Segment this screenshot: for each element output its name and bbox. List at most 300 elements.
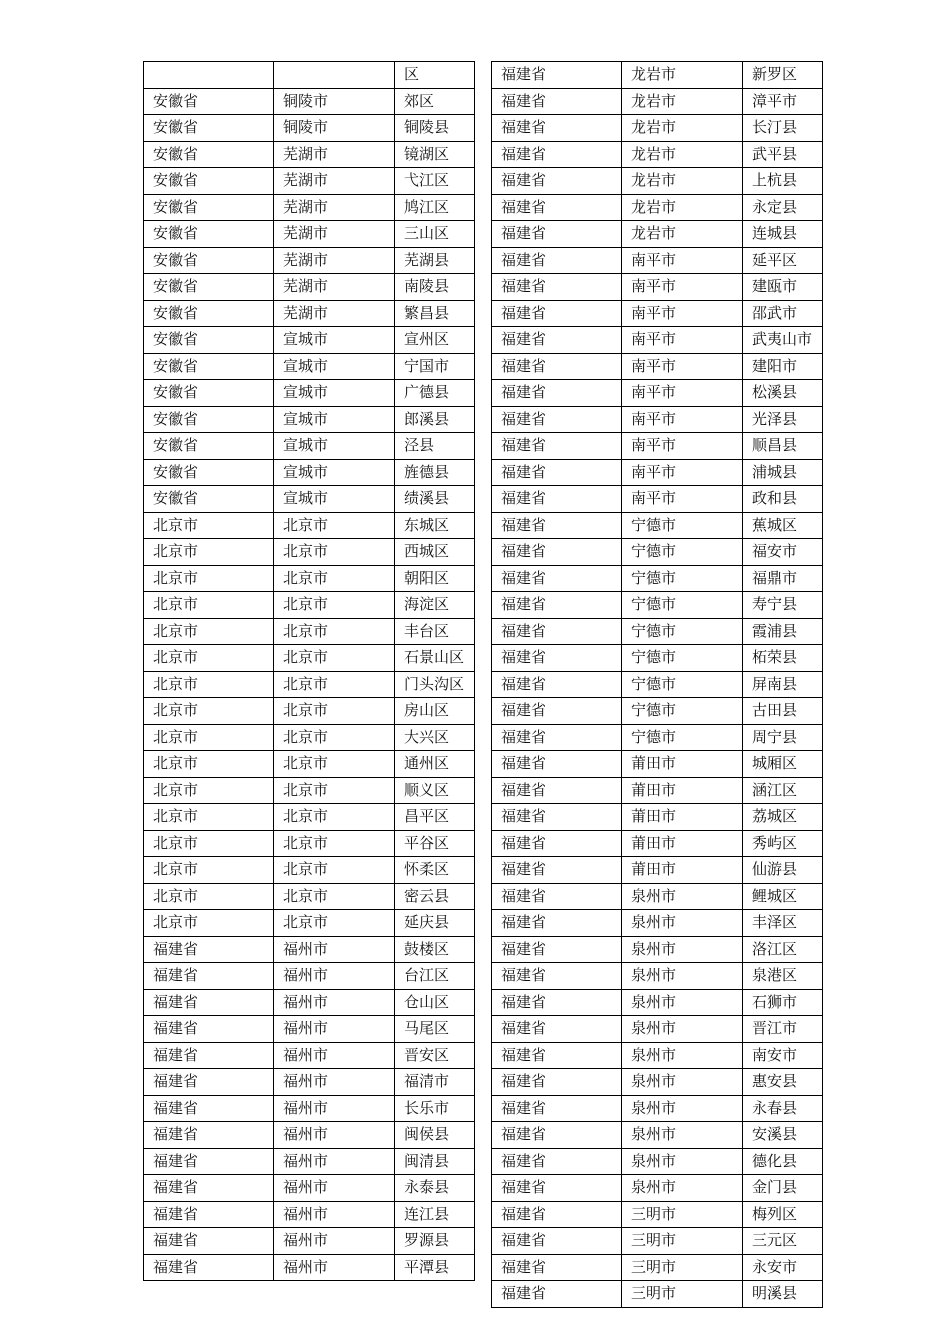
city-cell: 北京市	[274, 698, 395, 725]
city-cell: 福州市	[274, 936, 395, 963]
district-cell: 大兴区	[395, 724, 475, 751]
province-cell: 福建省	[144, 1201, 274, 1228]
city-cell: 北京市	[274, 724, 395, 751]
district-cell: 绩溪县	[395, 486, 475, 513]
province-cell: 福建省	[492, 830, 622, 857]
city-cell: 莆田市	[622, 857, 743, 884]
province-cell: 安徽省	[144, 486, 274, 513]
city-cell: 福州市	[274, 1201, 395, 1228]
province-cell: 福建省	[492, 698, 622, 725]
district-cell: 屏南县	[743, 671, 823, 698]
district-cell: 密云县	[395, 883, 475, 910]
district-cell: 延庆县	[395, 910, 475, 937]
province-cell: 福建省	[492, 724, 622, 751]
city-cell: 泉州市	[622, 1095, 743, 1122]
table-row	[492, 565, 823, 592]
table-row	[144, 406, 475, 433]
city-cell: 福州市	[274, 1095, 395, 1122]
province-cell: 福建省	[492, 910, 622, 937]
province-cell: 福建省	[492, 221, 622, 248]
table-row	[144, 857, 475, 884]
table-row	[144, 777, 475, 804]
table-row	[144, 141, 475, 168]
table-row	[492, 1281, 823, 1308]
city-cell: 北京市	[274, 777, 395, 804]
province-cell: 福建省	[492, 1095, 622, 1122]
city-cell: 北京市	[274, 883, 395, 910]
city-cell: 龙岩市	[622, 168, 743, 195]
city-cell: 福州市	[274, 1069, 395, 1096]
city-cell: 龙岩市	[622, 115, 743, 142]
table-row	[492, 751, 823, 778]
district-cell: 晋安区	[395, 1042, 475, 1069]
province-cell: 福建省	[144, 989, 274, 1016]
district-cell: 怀柔区	[395, 857, 475, 884]
province-cell: 福建省	[492, 777, 622, 804]
city-cell: 龙岩市	[622, 141, 743, 168]
district-cell: 福鼎市	[743, 565, 823, 592]
table-row	[144, 274, 475, 301]
district-cell: 顺昌县	[743, 433, 823, 460]
city-cell: 铜陵市	[274, 88, 395, 115]
province-cell: 安徽省	[144, 247, 274, 274]
table-row	[492, 804, 823, 831]
table-row	[144, 1016, 475, 1043]
province-cell: 安徽省	[144, 141, 274, 168]
district-cell: 洛江区	[743, 936, 823, 963]
table-row	[492, 592, 823, 619]
city-cell: 芜湖市	[274, 300, 395, 327]
city-cell: 芜湖市	[274, 274, 395, 301]
district-cell: 松溪县	[743, 380, 823, 407]
province-cell: 福建省	[492, 1228, 622, 1255]
district-cell: 鼓楼区	[395, 936, 475, 963]
province-cell: 福建省	[492, 883, 622, 910]
table-row	[492, 618, 823, 645]
table-row	[144, 1254, 475, 1281]
table-row	[144, 565, 475, 592]
province-cell: 福建省	[144, 963, 274, 990]
table-row	[144, 194, 475, 221]
table-row	[144, 115, 475, 142]
city-cell: 北京市	[274, 592, 395, 619]
district-cell: 邵武市	[743, 300, 823, 327]
table-row	[492, 830, 823, 857]
district-cell: 明溪县	[743, 1281, 823, 1308]
city-cell: 福州市	[274, 1122, 395, 1149]
table-row	[144, 910, 475, 937]
city-cell: 宁德市	[622, 565, 743, 592]
city-cell: 宣城市	[274, 406, 395, 433]
table-row	[492, 1201, 823, 1228]
district-cell: 漳平市	[743, 88, 823, 115]
province-cell: 福建省	[492, 618, 622, 645]
city-cell: 芜湖市	[274, 141, 395, 168]
district-cell: 安溪县	[743, 1122, 823, 1149]
province-cell: 福建省	[492, 194, 622, 221]
province-cell: 北京市	[144, 512, 274, 539]
district-cell: 东城区	[395, 512, 475, 539]
table-row	[144, 1148, 475, 1175]
table-row	[492, 327, 823, 354]
city-cell: 泉州市	[622, 1016, 743, 1043]
province-cell: 北京市	[144, 777, 274, 804]
city-cell: 宁德市	[622, 512, 743, 539]
table-row	[492, 433, 823, 460]
district-cell: 柘荣县	[743, 645, 823, 672]
table-row	[492, 645, 823, 672]
city-cell: 泉州市	[622, 1069, 743, 1096]
district-cell: 延平区	[743, 247, 823, 274]
city-cell: 宁德市	[622, 724, 743, 751]
district-cell: 城厢区	[743, 751, 823, 778]
city-cell: 宣城市	[274, 433, 395, 460]
city-cell: 北京市	[274, 539, 395, 566]
district-cell: 泉港区	[743, 963, 823, 990]
province-cell: 福建省	[492, 512, 622, 539]
province-cell: 北京市	[144, 592, 274, 619]
region-table-left-body	[144, 62, 475, 1281]
district-cell: 上杭县	[743, 168, 823, 195]
table-row	[144, 963, 475, 990]
district-cell: 鲤城区	[743, 883, 823, 910]
district-cell: 三山区	[395, 221, 475, 248]
region-table-left	[143, 61, 475, 1281]
province-cell: 福建省	[492, 274, 622, 301]
province-cell: 福建省	[144, 1122, 274, 1149]
province-cell: 福建省	[492, 804, 622, 831]
district-cell: 郊区	[395, 88, 475, 115]
district-cell: 古田县	[743, 698, 823, 725]
district-cell: 宁国市	[395, 353, 475, 380]
province-cell: 福建省	[492, 539, 622, 566]
city-cell: 三明市	[622, 1228, 743, 1255]
table-row	[492, 194, 823, 221]
city-cell: 北京市	[274, 804, 395, 831]
city-cell: 福州市	[274, 989, 395, 1016]
province-cell: 北京市	[144, 618, 274, 645]
district-cell: 德化县	[743, 1148, 823, 1175]
district-cell: 连城县	[743, 221, 823, 248]
district-cell: 铜陵县	[395, 115, 475, 142]
district-cell: 西城区	[395, 539, 475, 566]
district-cell: 宣州区	[395, 327, 475, 354]
province-cell	[144, 62, 274, 89]
table-row	[144, 459, 475, 486]
city-cell: 福州市	[274, 1042, 395, 1069]
district-cell: 霞浦县	[743, 618, 823, 645]
table-row	[492, 221, 823, 248]
city-cell: 北京市	[274, 751, 395, 778]
district-cell: 光泽县	[743, 406, 823, 433]
table-row	[492, 141, 823, 168]
region-table-right-body	[492, 62, 823, 1308]
province-cell: 福建省	[492, 671, 622, 698]
district-cell: 永春县	[743, 1095, 823, 1122]
province-cell: 福建省	[492, 300, 622, 327]
table-row	[144, 883, 475, 910]
province-cell: 北京市	[144, 857, 274, 884]
city-cell: 宣城市	[274, 327, 395, 354]
district-cell: 丰台区	[395, 618, 475, 645]
table-row	[144, 380, 475, 407]
district-cell: 朝阳区	[395, 565, 475, 592]
table-row	[492, 857, 823, 884]
district-cell: 晋江市	[743, 1016, 823, 1043]
province-cell: 安徽省	[144, 274, 274, 301]
province-cell: 福建省	[492, 751, 622, 778]
city-cell: 北京市	[274, 857, 395, 884]
district-cell: 罗源县	[395, 1228, 475, 1255]
district-cell: 丰泽区	[743, 910, 823, 937]
table-row	[492, 1042, 823, 1069]
district-cell: 惠安县	[743, 1069, 823, 1096]
province-cell: 福建省	[492, 141, 622, 168]
province-cell: 安徽省	[144, 88, 274, 115]
province-cell: 福建省	[144, 1175, 274, 1202]
province-cell: 北京市	[144, 724, 274, 751]
province-cell: 安徽省	[144, 353, 274, 380]
table-row	[492, 963, 823, 990]
table-row	[144, 1095, 475, 1122]
province-cell: 福建省	[492, 857, 622, 884]
district-cell: 石狮市	[743, 989, 823, 1016]
district-cell: 鸠江区	[395, 194, 475, 221]
district-cell: 台江区	[395, 963, 475, 990]
table-row	[492, 88, 823, 115]
table-row	[144, 1228, 475, 1255]
city-cell: 莆田市	[622, 777, 743, 804]
city-cell: 南平市	[622, 380, 743, 407]
district-cell: 金门县	[743, 1175, 823, 1202]
city-cell: 泉州市	[622, 883, 743, 910]
city-cell: 福州市	[274, 1148, 395, 1175]
province-cell: 福建省	[492, 936, 622, 963]
table-row	[144, 353, 475, 380]
province-cell: 福建省	[492, 88, 622, 115]
city-cell: 泉州市	[622, 936, 743, 963]
table-row	[492, 274, 823, 301]
city-cell: 南平市	[622, 300, 743, 327]
table-row	[492, 724, 823, 751]
city-cell: 南平市	[622, 327, 743, 354]
table-row	[144, 618, 475, 645]
table-row	[492, 512, 823, 539]
table-row	[144, 247, 475, 274]
city-cell: 北京市	[274, 565, 395, 592]
province-cell: 安徽省	[144, 327, 274, 354]
district-cell: 寿宁县	[743, 592, 823, 619]
province-cell: 北京市	[144, 645, 274, 672]
table-row	[144, 671, 475, 698]
province-cell: 福建省	[492, 406, 622, 433]
city-cell: 南平市	[622, 406, 743, 433]
city-cell: 龙岩市	[622, 194, 743, 221]
city-cell: 宣城市	[274, 486, 395, 513]
city-cell: 宁德市	[622, 698, 743, 725]
province-cell: 福建省	[492, 1201, 622, 1228]
table-row	[144, 1042, 475, 1069]
province-cell: 安徽省	[144, 300, 274, 327]
table-row	[492, 168, 823, 195]
province-cell: 福建省	[492, 62, 622, 89]
table-row	[144, 300, 475, 327]
province-cell: 安徽省	[144, 115, 274, 142]
city-cell: 福州市	[274, 1175, 395, 1202]
city-cell: 北京市	[274, 618, 395, 645]
city-cell: 芜湖市	[274, 194, 395, 221]
table-row	[492, 936, 823, 963]
province-cell: 福建省	[144, 1148, 274, 1175]
district-cell: 旌德县	[395, 459, 475, 486]
district-cell: 弋江区	[395, 168, 475, 195]
table-row	[492, 1148, 823, 1175]
table-row	[144, 168, 475, 195]
province-cell: 福建省	[144, 1095, 274, 1122]
city-cell: 宣城市	[274, 380, 395, 407]
table-row	[492, 989, 823, 1016]
district-cell: 昌平区	[395, 804, 475, 831]
city-cell: 铜陵市	[274, 115, 395, 142]
province-cell: 北京市	[144, 883, 274, 910]
city-cell: 北京市	[274, 645, 395, 672]
district-cell: 房山区	[395, 698, 475, 725]
table-row	[492, 459, 823, 486]
district-cell: 建阳市	[743, 353, 823, 380]
city-cell: 龙岩市	[622, 88, 743, 115]
city-cell: 泉州市	[622, 1042, 743, 1069]
city-cell	[274, 62, 395, 89]
province-cell: 福建省	[492, 1148, 622, 1175]
district-cell: 秀屿区	[743, 830, 823, 857]
city-cell: 南平市	[622, 274, 743, 301]
district-cell: 长汀县	[743, 115, 823, 142]
district-cell: 南安市	[743, 1042, 823, 1069]
district-cell: 仓山区	[395, 989, 475, 1016]
province-cell: 福建省	[144, 1228, 274, 1255]
province-cell: 北京市	[144, 751, 274, 778]
city-cell: 南平市	[622, 459, 743, 486]
province-cell: 福建省	[144, 1254, 274, 1281]
table-row	[492, 910, 823, 937]
province-cell: 福建省	[492, 565, 622, 592]
table-row	[492, 1254, 823, 1281]
city-cell: 福州市	[274, 1016, 395, 1043]
district-cell: 石景山区	[395, 645, 475, 672]
city-cell: 宣城市	[274, 459, 395, 486]
district-cell: 梅列区	[743, 1201, 823, 1228]
city-cell: 三明市	[622, 1281, 743, 1308]
city-cell: 莆田市	[622, 804, 743, 831]
province-cell: 福建省	[492, 433, 622, 460]
district-cell: 闽侯县	[395, 1122, 475, 1149]
city-cell: 泉州市	[622, 1148, 743, 1175]
province-cell: 安徽省	[144, 194, 274, 221]
province-cell: 福建省	[492, 1175, 622, 1202]
province-cell: 福建省	[144, 1069, 274, 1096]
province-cell: 福建省	[492, 1069, 622, 1096]
district-cell: 福清市	[395, 1069, 475, 1096]
table-row	[492, 1069, 823, 1096]
city-cell: 南平市	[622, 486, 743, 513]
province-cell: 福建省	[144, 1042, 274, 1069]
table-row	[144, 1175, 475, 1202]
city-cell: 芜湖市	[274, 247, 395, 274]
province-cell: 福建省	[144, 936, 274, 963]
province-cell: 北京市	[144, 671, 274, 698]
district-cell: 闽清县	[395, 1148, 475, 1175]
city-cell: 北京市	[274, 910, 395, 937]
district-cell: 新罗区	[743, 62, 823, 89]
city-cell: 三明市	[622, 1201, 743, 1228]
province-cell: 福建省	[492, 1016, 622, 1043]
province-cell: 福建省	[492, 327, 622, 354]
table-row	[492, 671, 823, 698]
district-cell: 长乐市	[395, 1095, 475, 1122]
table-row	[144, 512, 475, 539]
district-cell: 通州区	[395, 751, 475, 778]
table-row	[492, 353, 823, 380]
province-cell: 北京市	[144, 804, 274, 831]
district-cell: 荔城区	[743, 804, 823, 831]
province-cell: 北京市	[144, 539, 274, 566]
district-cell: 福安市	[743, 539, 823, 566]
district-cell: 武平县	[743, 141, 823, 168]
city-cell: 宁德市	[622, 645, 743, 672]
table-row	[492, 883, 823, 910]
city-cell: 福州市	[274, 1228, 395, 1255]
district-cell: 建瓯市	[743, 274, 823, 301]
city-cell: 北京市	[274, 671, 395, 698]
table-row	[492, 698, 823, 725]
province-cell: 北京市	[144, 565, 274, 592]
province-cell: 安徽省	[144, 433, 274, 460]
city-cell: 南平市	[622, 353, 743, 380]
province-cell: 福建省	[492, 963, 622, 990]
district-cell: 马尾区	[395, 1016, 475, 1043]
table-row	[144, 751, 475, 778]
table-row	[144, 327, 475, 354]
table-row	[492, 1228, 823, 1255]
province-cell: 福建省	[492, 1281, 622, 1308]
province-cell: 北京市	[144, 910, 274, 937]
city-cell: 北京市	[274, 830, 395, 857]
district-cell: 蕉城区	[743, 512, 823, 539]
city-cell: 龙岩市	[622, 62, 743, 89]
city-cell: 三明市	[622, 1254, 743, 1281]
table-row	[492, 1016, 823, 1043]
province-cell: 安徽省	[144, 406, 274, 433]
province-cell: 安徽省	[144, 380, 274, 407]
district-cell: 涵江区	[743, 777, 823, 804]
table-row	[492, 247, 823, 274]
city-cell: 南平市	[622, 433, 743, 460]
city-cell: 宁德市	[622, 592, 743, 619]
district-cell: 永泰县	[395, 1175, 475, 1202]
province-cell: 福建省	[492, 1254, 622, 1281]
district-cell: 三元区	[743, 1228, 823, 1255]
table-row	[144, 221, 475, 248]
city-cell: 泉州市	[622, 910, 743, 937]
district-cell: 南陵县	[395, 274, 475, 301]
province-cell: 福建省	[492, 592, 622, 619]
district-cell: 区	[395, 62, 475, 89]
city-cell: 福州市	[274, 1254, 395, 1281]
city-cell: 宁德市	[622, 618, 743, 645]
district-cell: 平潭县	[395, 1254, 475, 1281]
district-cell: 芜湖县	[395, 247, 475, 274]
city-cell: 泉州市	[622, 989, 743, 1016]
